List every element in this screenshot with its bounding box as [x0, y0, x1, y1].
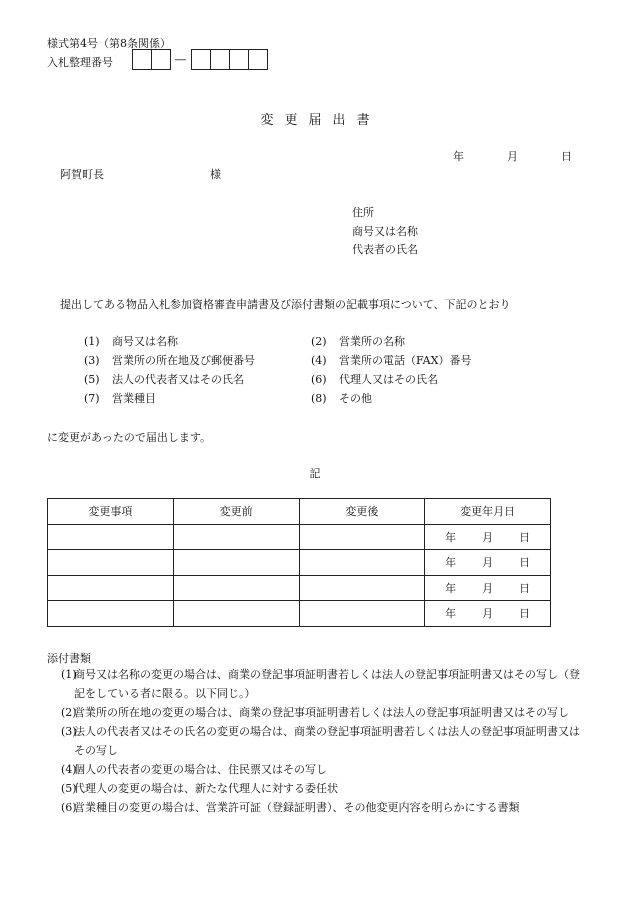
header-change-item: 変更事項	[48, 499, 174, 525]
bid-number-box[interactable]	[191, 49, 211, 70]
date-line	[453, 148, 572, 164]
change-item: (2) 営業所の名称	[311, 335, 405, 348]
cell-before[interactable]	[173, 524, 299, 550]
cell-after[interactable]	[299, 550, 425, 576]
attachment-item: (1) 商号又は名称の変更の場合は、商業の登記事項証明書若しくは法人の登記事項証明書又はその写し（登記をしている者に限る。以下同じ。）	[61, 668, 580, 700]
change-item: (8) その他	[311, 392, 372, 405]
header-change-date: 変更年月日	[425, 499, 551, 525]
cell-change-item[interactable]	[48, 601, 174, 627]
attachment-item: (6) 営業種目の変更の場合は、営業許可証（登録証明書）、その他変更内容を明らかにする書類	[61, 801, 520, 814]
date-year-label: 年	[453, 150, 464, 163]
table-row	[48, 550, 551, 576]
table-row	[48, 601, 551, 627]
change-item: (1) 商号又は名称	[84, 335, 178, 348]
change-item: (7) 営業種目	[84, 392, 156, 405]
applicant-address-label: 住所	[352, 206, 374, 219]
change-item: (4) 営業所の電話（FAX）番号	[311, 354, 472, 367]
table-header-row	[48, 499, 551, 525]
attachment-item: (3) 法人の代表者又はその氏名の変更の場合は、商業の登記事項証明書若しくは法人の登記事項証明書又はその写し	[61, 725, 580, 757]
attachment-item: (2) 営業所の所在地の変更の場合は、商業の登記事項証明書若しくは法人の登記事項証明書又はその写し	[61, 706, 569, 719]
header-after: 変更後	[299, 499, 425, 525]
bid-number-box[interactable]	[210, 49, 230, 70]
form-number: 様式第4号（第8条関係）	[47, 37, 171, 50]
cell-change-date[interactable]: 年 月 日	[425, 524, 551, 550]
bid-number-box[interactable]	[132, 49, 152, 70]
table-row	[48, 524, 551, 550]
attachment-item: (5) 代理人の変更の場合は、新たな代理人に対する委任状	[61, 782, 338, 795]
cell-before[interactable]	[173, 575, 299, 601]
change-item: (3) 営業所の所在地及び郵便番号	[84, 354, 255, 367]
cell-change-date[interactable]: 年 月 日	[425, 550, 551, 576]
bid-number-boxes-group1	[133, 49, 171, 70]
bid-number-box[interactable]	[151, 49, 171, 70]
tail-text: に変更があったので届出します。	[47, 431, 212, 444]
change-item: (5) 法人の代表者又はその氏名	[84, 373, 244, 386]
intro-text: 提出してある物品入札参加資格審査申請書及び添付書類の記載事項について、下記のとおり	[60, 298, 511, 311]
applicant-representative-label: 代表者の氏名	[352, 243, 418, 256]
cell-change-item[interactable]	[48, 575, 174, 601]
cell-change-date[interactable]: 年 月 日	[425, 575, 551, 601]
addressee-name: 阿賀町長	[60, 168, 104, 181]
cell-before[interactable]	[173, 550, 299, 576]
cell-after[interactable]	[299, 575, 425, 601]
header-before: 変更前	[173, 499, 299, 525]
cell-before[interactable]	[173, 601, 299, 627]
applicant-company-label: 商号又は名称	[352, 225, 418, 238]
date-day-label: 日	[561, 150, 572, 163]
cell-change-date[interactable]: 年 月 日	[425, 601, 551, 627]
attachments-list	[61, 665, 586, 817]
change-item: (6) 代理人又はその氏名	[311, 373, 438, 386]
bid-number-box[interactable]	[248, 49, 268, 70]
addressee-honorific: 様	[210, 168, 221, 181]
bid-number-label: 入札整理番号	[47, 56, 113, 69]
date-month-label: 月	[507, 150, 518, 163]
attachment-item: (4) 個人の代表者の変更の場合は、住民票又はその写し	[61, 763, 327, 776]
changes-table	[47, 498, 551, 627]
bid-number-boxes-group2	[192, 49, 268, 70]
document-title: 変更届出書	[260, 113, 381, 128]
cell-change-item[interactable]	[48, 524, 174, 550]
cell-after[interactable]	[299, 601, 425, 627]
bid-number-box[interactable]	[229, 49, 249, 70]
cell-after[interactable]	[299, 524, 425, 550]
ki-heading: 記	[309, 467, 321, 480]
cell-change-item[interactable]	[48, 550, 174, 576]
table-row	[48, 575, 551, 601]
bid-number-dash: ―	[175, 53, 186, 66]
attachments-title: 添付書類	[47, 652, 91, 665]
